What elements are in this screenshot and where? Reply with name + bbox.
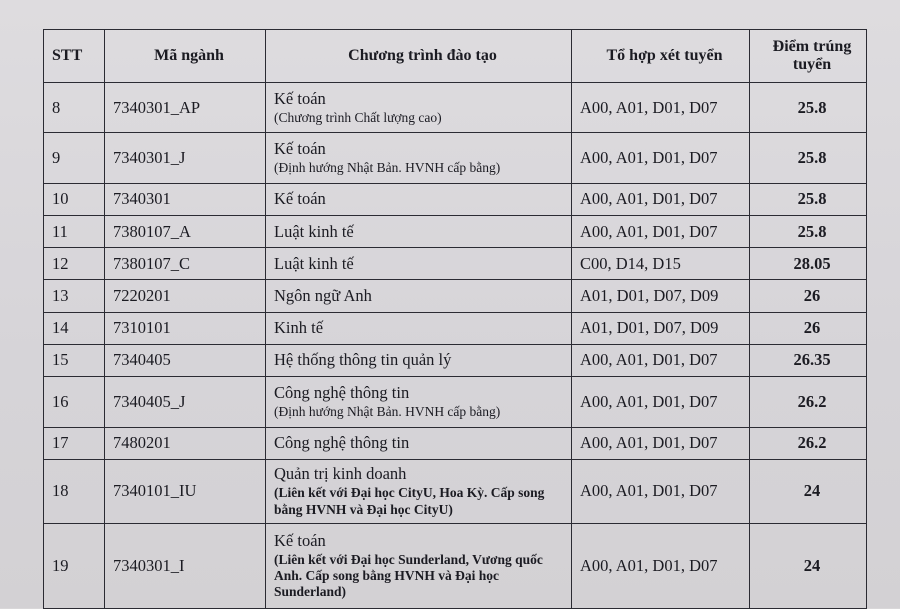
program-note: (Chương trình Chất lượng cao) bbox=[274, 109, 442, 125]
row-stt: 10 bbox=[44, 183, 105, 215]
row-code: 7340301_I bbox=[105, 524, 266, 609]
row-stt: 8 bbox=[44, 83, 105, 133]
row-combination: C00, D14, D15 bbox=[572, 248, 750, 280]
row-stt: 19 bbox=[44, 524, 105, 609]
row-score: 28.05 bbox=[750, 248, 867, 280]
row-combination: A01, D01, D07, D09 bbox=[572, 312, 750, 344]
row-stt: 11 bbox=[44, 215, 105, 247]
table-row bbox=[44, 312, 867, 344]
header-score: Điểm trúng tuyển bbox=[750, 30, 867, 83]
table-row bbox=[44, 83, 867, 133]
row-stt: 16 bbox=[44, 377, 105, 427]
row-combination: A00, A01, D01, D07 bbox=[572, 427, 750, 459]
row-program bbox=[266, 83, 572, 133]
table-row bbox=[44, 377, 867, 427]
row-program: Kế toán bbox=[266, 183, 572, 215]
table-row bbox=[44, 524, 867, 609]
row-combination: A00, A01, D01, D07 bbox=[572, 133, 750, 183]
row-combination: A00, A01, D01, D07 bbox=[572, 459, 750, 523]
table-row bbox=[44, 344, 867, 376]
table-header-row bbox=[44, 30, 867, 83]
table-row bbox=[44, 427, 867, 459]
row-score: 25.8 bbox=[750, 133, 867, 183]
row-score: 25.8 bbox=[750, 83, 867, 133]
row-code: 7310101 bbox=[105, 312, 266, 344]
row-combination: A00, A01, D01, D07 bbox=[572, 83, 750, 133]
row-score: 26.2 bbox=[750, 427, 867, 459]
row-score: 25.8 bbox=[750, 215, 867, 247]
row-code: 7340405 bbox=[105, 344, 266, 376]
program-note: (Định hướng Nhật Bản. HVNH cấp bằng) bbox=[274, 403, 501, 419]
program-name: Kế toán bbox=[274, 530, 326, 550]
row-code: 7340301_AP bbox=[105, 83, 266, 133]
row-code: 7340301_J bbox=[105, 133, 266, 183]
row-score: 26 bbox=[750, 312, 867, 344]
row-code: 7340405_J bbox=[105, 377, 266, 427]
row-code: 7480201 bbox=[105, 427, 266, 459]
row-stt: 13 bbox=[44, 280, 105, 312]
header-code: Mã ngành bbox=[105, 30, 266, 83]
row-combination: A00, A01, D01, D07 bbox=[572, 524, 750, 609]
row-score: 25.8 bbox=[750, 183, 867, 215]
row-program: Hệ thống thông tin quản lý bbox=[266, 344, 572, 376]
row-stt: 14 bbox=[44, 312, 105, 344]
row-combination: A00, A01, D01, D07 bbox=[572, 215, 750, 247]
row-stt: 9 bbox=[44, 133, 105, 183]
program-name: Công nghệ thông tin bbox=[274, 382, 410, 402]
header-stt: STT bbox=[44, 30, 105, 83]
row-combination: A00, A01, D01, D07 bbox=[572, 377, 750, 427]
row-program: Luật kinh tế bbox=[266, 215, 572, 247]
row-code: 7340101_IU bbox=[105, 459, 266, 523]
table-row bbox=[44, 133, 867, 183]
row-combination: A00, A01, D01, D07 bbox=[572, 183, 750, 215]
row-score: 26.2 bbox=[750, 377, 867, 427]
row-code: 7340301 bbox=[105, 183, 266, 215]
program-name: Quản trị kinh doanh bbox=[274, 464, 407, 484]
table-row bbox=[44, 248, 867, 280]
row-score: 26.35 bbox=[750, 344, 867, 376]
row-code: 7380107_A bbox=[105, 215, 266, 247]
row-program: Kinh tế bbox=[266, 312, 572, 344]
row-score: 24 bbox=[750, 524, 867, 609]
admission-scores-table bbox=[43, 29, 867, 609]
table-row bbox=[44, 215, 867, 247]
row-program bbox=[266, 377, 572, 427]
table-row bbox=[44, 183, 867, 215]
program-name: Kế toán bbox=[274, 138, 326, 158]
program-note: (Định hướng Nhật Bản. HVNH cấp bằng) bbox=[274, 160, 501, 176]
program-name: Kế toán bbox=[274, 88, 326, 108]
row-combination: A01, D01, D07, D09 bbox=[572, 280, 750, 312]
row-program bbox=[266, 133, 572, 183]
row-combination: A00, A01, D01, D07 bbox=[572, 344, 750, 376]
row-stt: 17 bbox=[44, 427, 105, 459]
row-program: Công nghệ thông tin bbox=[266, 427, 572, 459]
row-program: Luật kinh tế bbox=[266, 248, 572, 280]
header-combination: Tổ hợp xét tuyển bbox=[572, 30, 750, 83]
row-program bbox=[266, 459, 572, 523]
header-program: Chương trình đào tạo bbox=[266, 30, 572, 83]
row-stt: 12 bbox=[44, 248, 105, 280]
row-code: 7380107_C bbox=[105, 248, 266, 280]
row-program: Ngôn ngữ Anh bbox=[266, 280, 572, 312]
row-stt: 18 bbox=[44, 459, 105, 523]
row-stt: 15 bbox=[44, 344, 105, 376]
row-code: 7220201 bbox=[105, 280, 266, 312]
row-score: 26 bbox=[750, 280, 867, 312]
table-row bbox=[44, 459, 867, 523]
row-program bbox=[266, 524, 572, 609]
row-score: 24 bbox=[750, 459, 867, 523]
table-row bbox=[44, 280, 867, 312]
program-note: (Liên kết với Đại học Sunderland, Vương quốc Anh. Cấp song bằng HVNH và Đại học Sunderland) bbox=[274, 551, 543, 600]
program-note: (Liên kết với Đại học CityU, Hoa Kỳ. Cấp song bằng HVNH và Đại học CityU) bbox=[274, 485, 545, 517]
